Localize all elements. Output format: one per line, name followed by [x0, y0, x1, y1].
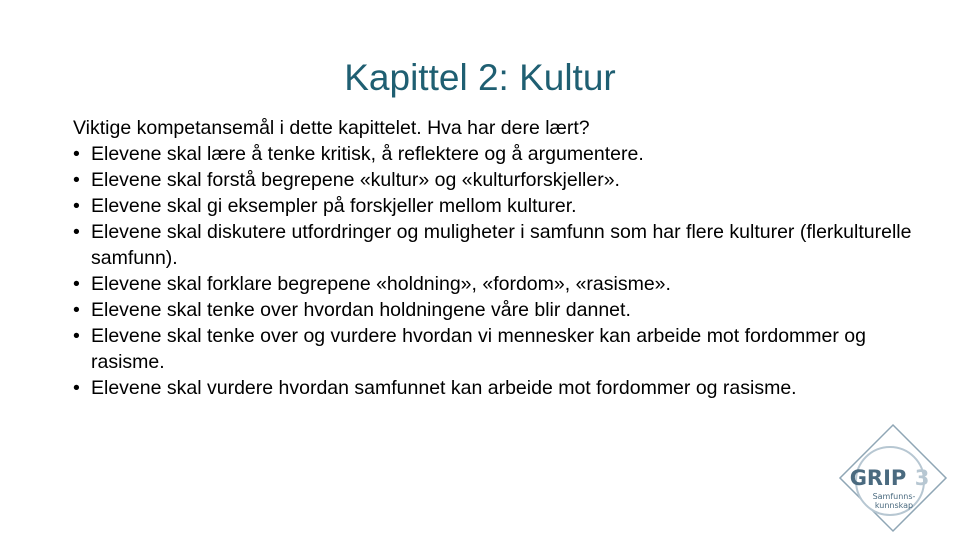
bullet-icon: • — [73, 325, 80, 347]
list-item: • Elevene skal gi eksempler på forskjeller mellom kulturer. — [73, 195, 577, 217]
bullet-icon: • — [73, 169, 80, 191]
bullet-icon: • — [73, 195, 80, 217]
bullet-icon: • — [73, 299, 80, 321]
intro-text: Viktige kompetansemål i dette kapittelet. Hva har dere lært? — [73, 117, 590, 139]
list-item: • Elevene skal forstå begrepene «kultur» og «kulturforskjeller». — [73, 169, 620, 191]
competency-list — [73, 141, 913, 401]
logo-number: 3 — [914, 466, 930, 490]
bullet-icon: • — [73, 143, 80, 165]
slide-title: Kapittel 2: Kultur — [344, 57, 616, 98]
list-item: • Elevene skal lære å tenke kritisk, å reflektere og å argumentere. — [73, 143, 644, 165]
slide-body — [73, 115, 913, 401]
bullet-icon: • — [73, 221, 80, 243]
logo-subject-line2: kunnskap — [874, 501, 914, 510]
list-item: • Elevene skal forklare begrepene «holdning», «fordom», «rasisme». — [73, 273, 671, 295]
bullet-icon: • — [73, 273, 80, 295]
list-item: • Elevene skal diskutere utfordringer og muligheter i samfunn som har flere kulturer (flerkulturelle samfunn). — [73, 221, 912, 269]
list-item: • Elevene skal vurdere hvordan samfunnet kan arbeide mot fordommer og rasisme. — [73, 377, 797, 399]
list-item: • Elevene skal tenke over hvordan holdningene våre blir dannet. — [73, 299, 631, 321]
grip3-logo — [838, 423, 948, 533]
logo-brand: GRIP — [849, 466, 907, 490]
bullet-icon: • — [73, 377, 80, 399]
logo-subject-line1: Samfunns- — [872, 492, 916, 501]
list-item: • Elevene skal tenke over og vurdere hvordan vi mennesker kan arbeide mot fordommer og rasisme. — [73, 325, 866, 373]
